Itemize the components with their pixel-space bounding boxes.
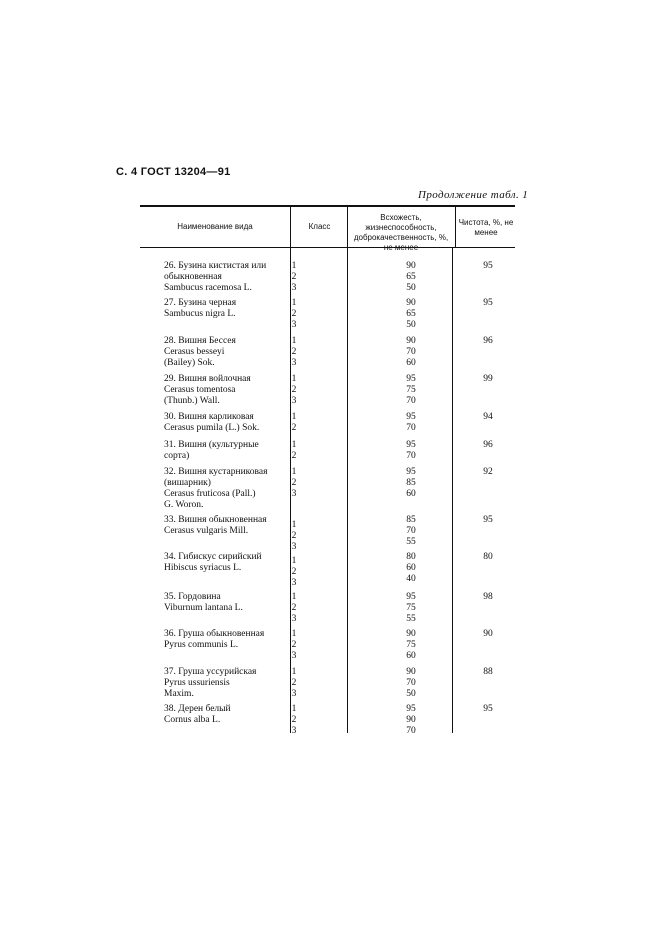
germination-values: 90 65 50 [406, 261, 416, 293]
species-name: 36. Груша обыкновенная Pyrus communis L. [164, 629, 265, 650]
purity-value: 80 [483, 552, 493, 562]
purity-value: 95 [483, 704, 493, 714]
germination-values: 85 70 55 [406, 515, 416, 547]
column-header-class: Класс [308, 222, 331, 231]
table-continuation-label: Продолжение табл. 1 [418, 189, 529, 201]
species-name: 31. Вишня (культурные сорта) [164, 440, 259, 461]
column-header-germination: Всхожесть, жизнеспособность, доброкачественность, %, не менее [353, 213, 449, 252]
germination-values: 95 75 70 [406, 374, 416, 406]
purity-value: 94 [483, 412, 493, 422]
class-values: 1 2 3 [291, 336, 297, 368]
species-name: 32. Вишня кустарниковая (вишарник) Cerasus fruticosa (Pall.) G. Woron. [164, 467, 268, 510]
germination-values: 95 85 60 [406, 467, 416, 499]
purity-value: 92 [483, 467, 493, 477]
species-name: 30. Вишня карликовая Cerasus pumila (L.) Sok. [164, 412, 260, 433]
class-values: 1 2 3 [291, 629, 297, 661]
page-header: С. 4 ГОСТ 13204—91 [116, 166, 231, 178]
purity-value: 95 [483, 515, 493, 525]
germination-values: 90 75 60 [406, 629, 416, 661]
column-header-name: Наименование вида [177, 222, 253, 231]
class-values: 1 2 3 [291, 520, 297, 552]
class-values: 1 2 3 [291, 467, 297, 499]
class-values: 1 2 [291, 440, 297, 461]
purity-value: 95 [483, 298, 493, 308]
species-name: 34. Гибискус сирийский Hibiscus syriacus L. [164, 552, 262, 573]
species-name: 27. Бузина черная Sambucus nigra L. [164, 298, 237, 319]
purity-value: 98 [483, 592, 493, 602]
class-values: 1 2 3 [291, 592, 297, 624]
purity-value: 88 [483, 667, 493, 677]
class-values: 1 2 [291, 412, 297, 433]
germination-values: 90 70 60 [406, 336, 416, 368]
germination-values: 95 90 70 [406, 704, 416, 736]
species-name: 29. Вишня войлочная Cerasus tomentosa (Thunb.) Wall. [164, 374, 251, 406]
class-values: 1 2 3 [291, 261, 297, 293]
purity-value: 99 [483, 374, 493, 384]
germination-values: 95 75 55 [406, 592, 416, 624]
class-values: 1 2 3 [291, 298, 297, 330]
class-values: 1 2 3 [291, 556, 297, 588]
germination-values: 80 60 40 [406, 552, 416, 584]
species-name: 37. Груша уссурийская Pyrus ussuriensis Maxim. [164, 667, 257, 699]
species-name: 33. Вишня обыкновенная Cerasus vulgaris Mill. [164, 515, 267, 536]
germination-values: 95 70 [406, 412, 416, 433]
purity-value: 90 [483, 629, 493, 639]
species-name: 38. Дерен белый Cornus alba L. [164, 704, 231, 725]
germination-values: 95 70 [406, 440, 416, 461]
germination-values: 90 70 50 [406, 667, 416, 699]
class-values: 1 2 3 [291, 704, 297, 736]
column-header-purity: Чистота, %, не менее [458, 218, 514, 237]
purity-value: 95 [483, 261, 493, 271]
species-name: 28. Вишня Бессея Cerasus besseyi (Bailey) Sok. [164, 336, 236, 368]
species-name: 26. Бузина кистистая или обыкновенная Sambucus racemosa L. [164, 261, 267, 293]
purity-value: 96 [483, 336, 493, 346]
species-name: 35. Гордовина Viburnum lantana L. [164, 592, 243, 613]
purity-value: 96 [483, 440, 493, 450]
germination-values: 90 65 50 [406, 298, 416, 330]
class-values: 1 2 3 [291, 374, 297, 406]
class-values: 1 2 3 [291, 667, 297, 699]
